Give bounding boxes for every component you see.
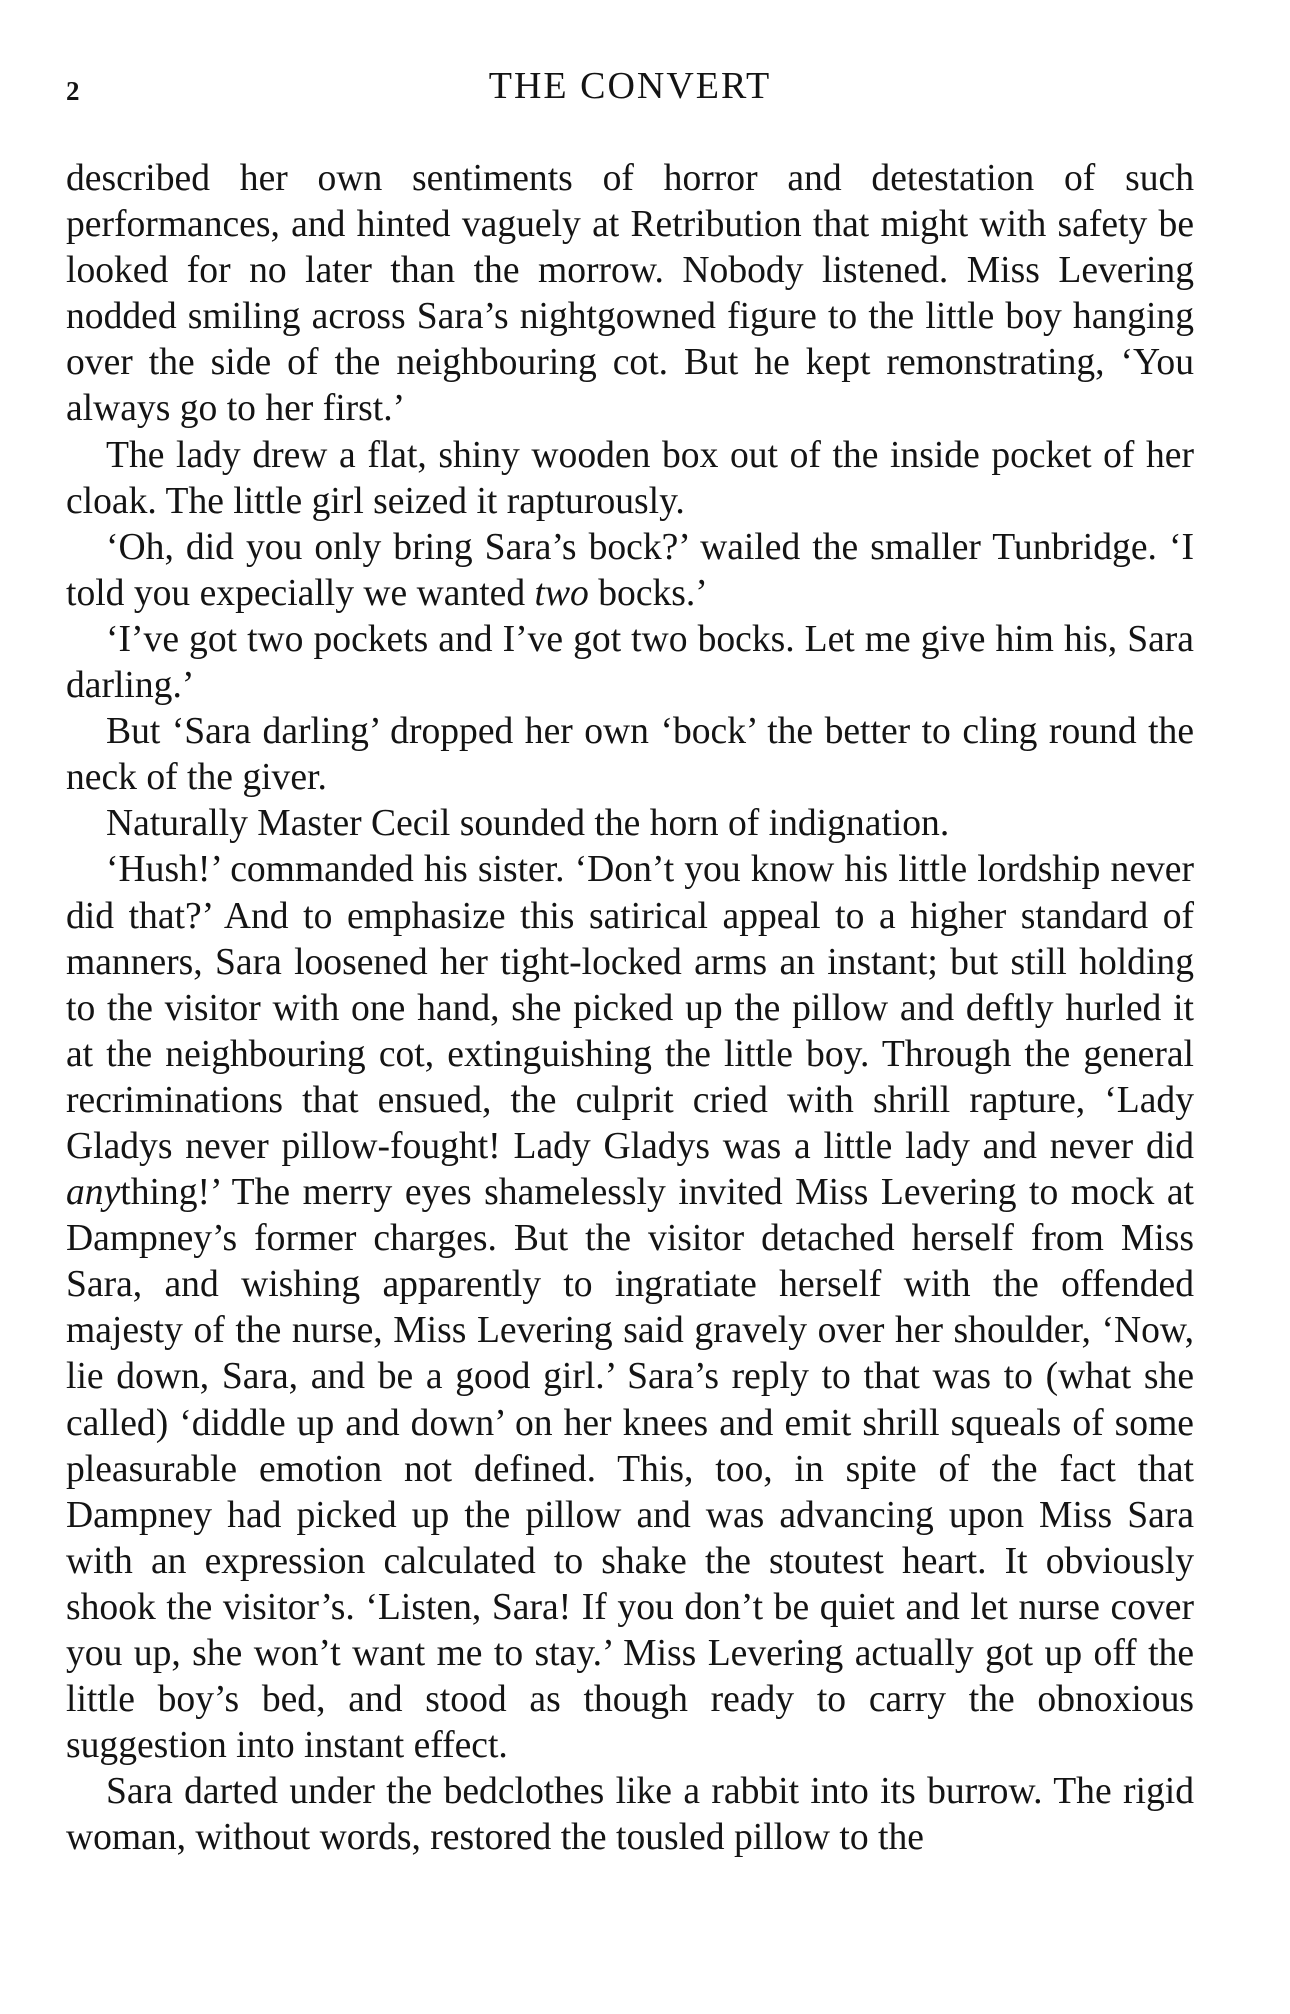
paragraph [66,847,1194,1769]
paragraph [66,156,1194,433]
paragraph [66,525,1194,617]
body-text [66,156,1194,1861]
paragraph [66,801,1194,847]
book-page [66,56,1194,1861]
text-run: ‘Hush!’ commanded his sister. ‘Don’t you know his little lordship never did that?’ And to emphasize this satirical appeal to a higher standard of manners, Sara loosened her tight-locked arms an instant; but still holding to the visitor with one hand, she picked up the pillow and deftly hurled it at the neighbouring cot, extinguishing the little boy. Through the general recriminations that ensued, the culprit cried with shrill rapture, ‘Lady Gladys never pillow-fought! Lady Gladys was a little lady and never did [66,849,1194,1167]
text-run: ‘I’ve got two pockets and I’ve got two bocks. Let me give him his, Sara darling.’ [66,618,1194,707]
italic-text-run: any [66,1172,121,1214]
text-run: bocks.’ [588,572,708,614]
text-run: Sara darted under the bedclothes like a rabbit into its burrow. The rigid woman, without words, restored the tousled pillow to the [66,1771,1194,1859]
paragraph [66,433,1194,525]
text-run: But ‘Sara darling’ dropped her own ‘bock’ the better to cling round the neck of the giver. [66,711,1194,799]
text-run: described her own sentiments of horror and detestation of such performances, and hinted vaguely at Retribution that might with safety be looked for no later than the morrow. Nobody listened. Miss Levering nodded smiling across Sara’s nightgowned figure to the little boy hanging over the side of the neighbouring cot. But he kept remonstrating, ‘You always go to her first.’ [66,158,1194,430]
italic-text-run: two [534,572,589,614]
running-head [66,56,1194,116]
paragraph [66,617,1194,709]
running-title: THE CONVERT [488,65,772,107]
text-run: Naturally Master Cecil sounded the horn of indignation. [106,803,950,845]
text-run: ‘Oh, did you only bring Sara’s bock?’ wailed the smaller Tunbridge. ‘I told you expecially we wanted [66,526,1194,614]
paragraph [66,1769,1194,1861]
text-run: thing!’ The merry eyes shamelessly invited Miss Levering to mock at Dampney’s former charges. But the visitor detached herself from Miss Sara, and wishing apparently to ingratiate herself with the offended majesty of the nurse, Miss Levering said gravely over her shoulder, ‘Now, lie down, Sara, and be a good girl.’ Sara’s reply to that was to (what she called) ‘diddle up and down’ on her knees and emit shrill squeals of some pleasurable emotion not defined. This, too, in spite of the fact that Dampney had picked up the pillow and was advancing upon Miss Sara with an expression calculated to shake the stoutest heart. It obviously shook the visitor’s. ‘Listen, Sara! If you don’t be quiet and let nurse cover you up, she won’t want me to stay.’ Miss Levering actually got up off the little boy’s bed, and stood as though ready to carry the obnoxious suggestion into instant effect. [66,1172,1194,1767]
text-run: The lady drew a flat, shiny wooden box out of the inside pocket of her cloak. The little girl seized it rapturously. [66,434,1194,522]
paragraph [66,709,1194,801]
page-number: 2 [66,76,80,106]
